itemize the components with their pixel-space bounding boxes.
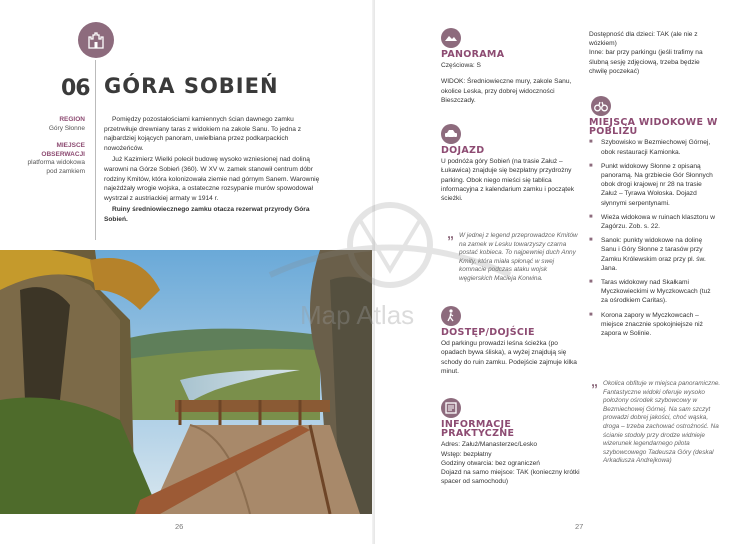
nearby-item: ■ Sanok: punkty widokowe na dolinę Sanu i Góry Słonne z tarasów przy Zamku Królewskim oraz przy pl. św. Jana. (589, 236, 719, 273)
observation-place-block (25, 142, 85, 176)
dojazd-title: DOJAZD (441, 145, 485, 156)
nearby-item: ■ Wieża widokowa w ruinach klasztoru w Zagórzu. Zob. s. 22. (589, 213, 719, 231)
glider-quote-text: Okolica obfituje w miejsca panoramiczne. Fantastyczne widoki oferuje wysoko położony ośrodek szybowcowy w Bezmiechowej Górnej. Na sam szczyt prowadzi dobrej jakości, choć wąska, droga – trzeba zachować ostrożność. Na ścianie stodoły przy drodze widnieje wizerunek legendarnego pilota szybowcowego Tadeusza Góry (deskal Arkadiusza Andrejkowa) (603, 380, 721, 465)
dojazd-section (441, 124, 581, 203)
castle-icon (78, 22, 114, 58)
region-block (25, 116, 85, 133)
panorama-title: PANORAMA (441, 49, 505, 60)
page-number: 26 (175, 522, 184, 531)
dojazd-text: U podnóża góry Sobień (na trasie Załuż – Łukawica) znajduje się bezpłatny przydrożny parking. Obok niego mieści się tablica informacyjna z kalendarium zamku i początek ścieżki. (441, 158, 575, 203)
panorama-section (441, 28, 581, 105)
page-number: 27 (575, 522, 584, 531)
nearby-section (589, 96, 719, 343)
nearby-item: ■ Korona zapory w Myczkowcach – miejsce znacznie spokojniejsze niż zapora w Solinie. (589, 311, 719, 339)
info-title: INFORMACJE PRAKTYCZNE (441, 419, 515, 440)
nearby-item: ■ Taras widokowy nad Skałkami Myczkowieckimi w Myczkowcach (tuż za ośrodkiem Caritas). (589, 278, 719, 306)
widok-text: WIDOK: Średniowieczne mury, zakole Sanu, okolice Leska, przy dobrej widoczności Bieszczady. (441, 78, 572, 104)
region-value: Góry Słonne (48, 124, 85, 132)
watermark-text: Map Atlas (300, 300, 415, 330)
panorama-icon (441, 28, 461, 48)
quote-mark-icon: „ (447, 225, 454, 241)
legend-quote-text: W jednej z legend przeprowadzce Kmitów na zamek w Lesku towarzyszy czarna postać kobieca. To najpewniej duch Anny Kmity, która miała spłonąć w swej komnacie podczas ataku wojsk węgierskich Macieja Korwina. (459, 232, 578, 282)
intro-paragraph: Już Kazimierz Wielki polecił budowę wysoko wzniesionej nad doliną warowni na Górze Sobień (360). W XV w. zamek stanowił centrum dóbr rodziny Kmitów, która kolonizowała ziemie nad górnym Sanem. Warownię najeżdżały wrogie wojska, a ostateczne rozsypanie murów spowodował wystrzał z austriackiej armaty w 1914 r. (104, 156, 320, 202)
dostep-text: Od parkingu prowadzi leśna ścieżka (po opadach bywa śliska), a wyżej znajdują się schody do ruin zamku. Podejście zajmuje kilka minut. (441, 340, 577, 375)
intro-paragraph: Pomiędzy pozostałościami kamiennych ścian dawnego zamku przetrwiłuje drewniany taras z widokiem na zakole Sanu. To jedna z najbardziej kojących panoram, uwielbiana przez podkarpackich nowożeńców. (104, 116, 302, 152)
castle-ruins-photo (0, 250, 380, 514)
info-address: Adres: Załuż/Manasterzec/Lesko (441, 441, 538, 449)
info-entry: Wstęp: bezpłatny (441, 450, 492, 458)
dzieci-text: Dostępność dla dzieci: TAK (ale nie z wózkiem) (589, 31, 698, 48)
observation-place-value: platforma widokowa pod zamkiem (27, 159, 85, 175)
nearby-item: ■ Punkt widokowy Słonne z opisaną panoramą. Na grzbiecie Gór Słonnych obok drogi krajowej nr 28 na trasie Załuż – Tyrawa Wołoska. Dojazd słynnymi serpentynami. (589, 162, 719, 208)
region-label: REGION (59, 116, 85, 123)
binoculars-icon (591, 96, 611, 116)
info-hours: Godziny otwarcia: bez ograniczeń (441, 459, 540, 467)
chapter-title: GÓRA SOBIEŃ (104, 74, 279, 98)
hiking-icon (441, 306, 461, 326)
nearby-title: MIEJSCA WIDOKOWE W POBLIŻU (589, 117, 718, 138)
car-icon (441, 124, 461, 144)
dzieci-block (589, 30, 719, 76)
legend-quote (447, 225, 581, 284)
chapter-number: 06 (61, 76, 90, 101)
dostep-title: DOSTĘP/DOJŚCIE (441, 327, 535, 338)
info-section (441, 398, 581, 486)
intro-text (104, 115, 326, 227)
dostep-section (441, 306, 581, 376)
panorama-subtitle: Częściowa: S (441, 62, 481, 70)
nearby-item: ■ Szybowisko w Bezmiechowej Górnej, obok restauracji Kamionka. (589, 138, 719, 156)
observation-place-label: MIEJSCE OBSERWACJI (41, 142, 85, 158)
info-book-icon (441, 398, 461, 418)
glider-quote (591, 373, 721, 466)
inne-text: Inne: bar przy parkingu (jeśli trafimy na ślubną sesję zdjęciową, trzeba będzie chwilę poczekać) (589, 49, 703, 75)
divider-line (95, 60, 96, 240)
right-page (375, 0, 750, 544)
intro-paragraph: Ruiny średniowiecznego zamku otacza rezerwat przyrody Góra Sobień. (104, 206, 310, 223)
quote-mark-icon: „ (591, 373, 598, 389)
info-access: Dojazd na samo miejsce: TAK (konieczny krótki spacer od samochodu) (441, 469, 580, 486)
